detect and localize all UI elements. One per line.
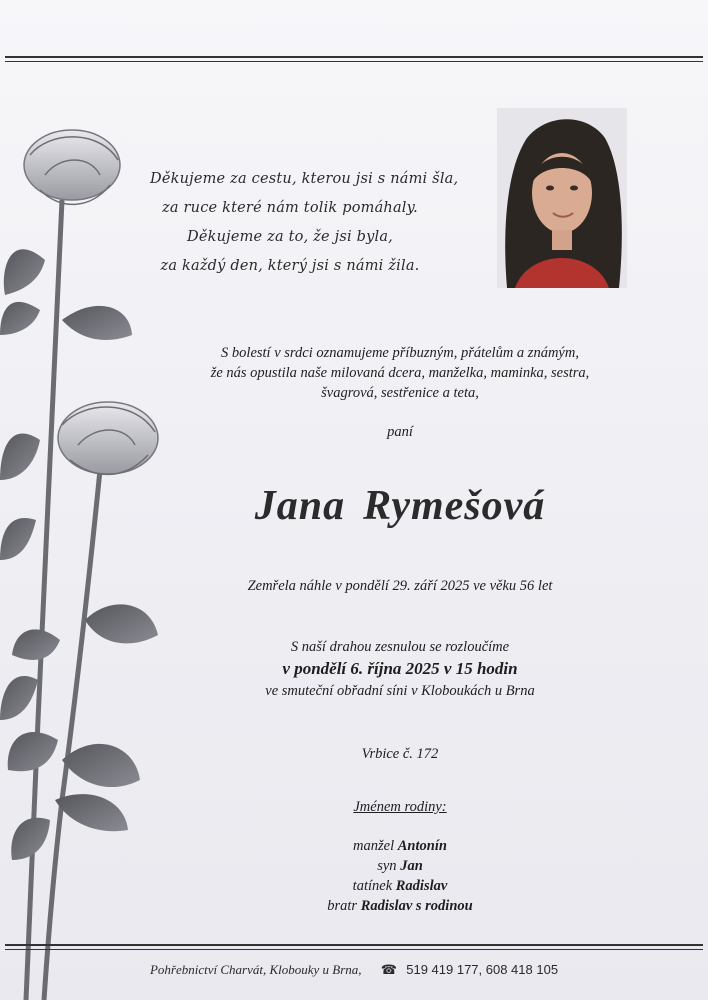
family-heading: Jménem rodiny: [353, 799, 447, 815]
announcement-line: S bolestí v srdci oznamujeme příbuzným, přátelům a známým, [221, 345, 579, 361]
phone-numbers: 519 419 177, 608 418 105 [406, 962, 559, 977]
member-relation: syn [377, 858, 397, 874]
bottom-rule [5, 944, 703, 946]
funeral-company: Pohřebnictví Charvát, Klobouky u Brna, [149, 962, 362, 977]
member-relation: manžel [353, 838, 395, 854]
rose-bottom-icon [58, 402, 158, 474]
family-member [170, 896, 630, 916]
member-name: Radislav [395, 878, 448, 894]
first-name: Jana [254, 483, 346, 529]
farewell-place: ve smuteční obřadní síni v Kloboukách u Brna [265, 683, 535, 699]
farewell-datetime: v pondělí 6. října 2025 v 15 hodin [282, 659, 518, 678]
last-name: Rymešová [363, 483, 546, 529]
member-name: Radislav s rodinou [360, 898, 473, 914]
family-member [170, 836, 630, 856]
poem [150, 165, 459, 281]
top-rule-thin [5, 61, 703, 62]
portrait-photo [497, 108, 627, 288]
phone-icon: ☎ [380, 962, 397, 977]
family-member [170, 876, 630, 896]
poem-line: Děkujeme za to, že jsi byla, [187, 229, 393, 245]
announcement-line: švagrová, sestřenice a teta, [321, 385, 479, 401]
member-relation: tatínek [352, 878, 393, 894]
family-member [170, 856, 630, 876]
address: Vrbice č. 172 [361, 746, 439, 762]
top-rule [5, 56, 703, 58]
family-members [170, 836, 630, 916]
poem-line: za každý den, který jsi s námi žila. [160, 258, 420, 274]
poem-line: za ruce které nám tolik pomáhaly. [162, 200, 418, 216]
announcement [170, 343, 630, 403]
announcement-line: že nás opustila naše milovaná dcera, manželka, maminka, sestra, [210, 365, 590, 381]
bottom-rule-thin [5, 949, 703, 950]
deceased-name [170, 482, 630, 530]
roses-illustration [0, 120, 175, 1000]
rose-top-icon [24, 130, 120, 204]
farewell-intro: S naší drahou zesnulou se rozloučíme [290, 639, 510, 655]
family [170, 797, 630, 817]
footer [0, 962, 708, 978]
farewell [170, 637, 630, 701]
honorific: paní [387, 424, 413, 440]
poem-line: Děkujeme za cestu, kterou jsi s námi šla, [150, 171, 459, 187]
death-note: Zemřela náhle v pondělí 29. září 2025 ve věku 56 let [247, 578, 553, 594]
member-name: Jan [400, 858, 423, 874]
member-relation: bratr [327, 898, 358, 914]
member-name: Antonín [397, 838, 447, 854]
